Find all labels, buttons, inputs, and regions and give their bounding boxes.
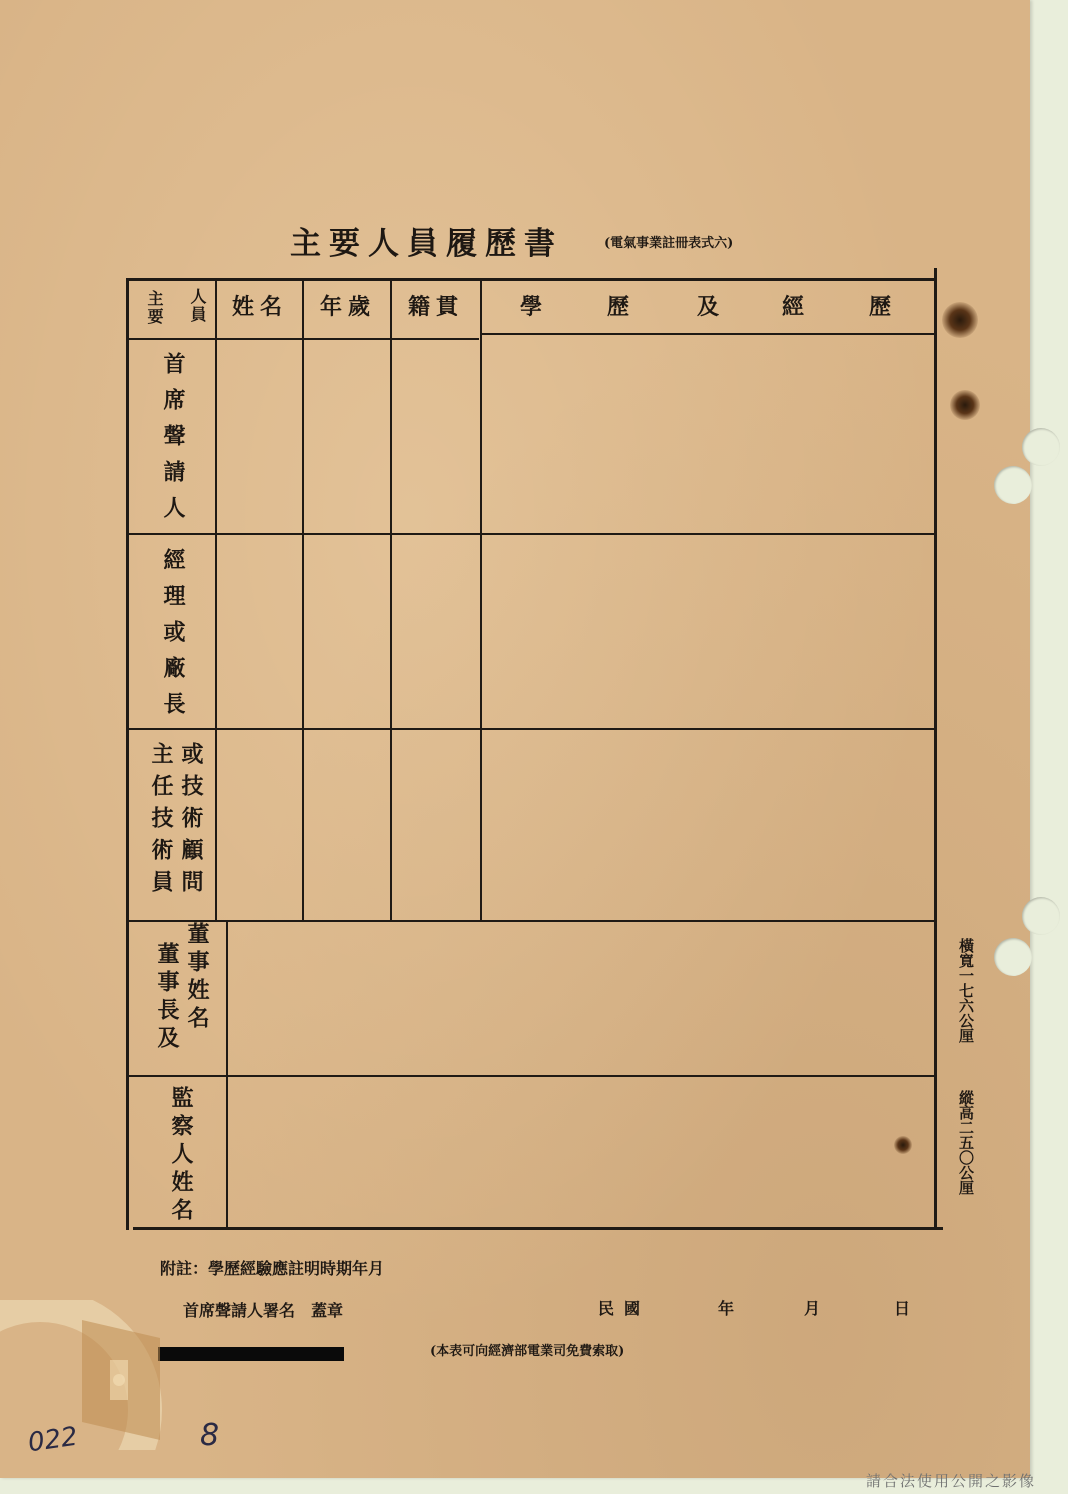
- header-name: 姓名: [232, 294, 289, 320]
- stain-mark: [950, 390, 980, 420]
- side-note-width: 橫寬一七六公厘: [957, 938, 975, 1043]
- header-edu-5: 歷: [869, 294, 892, 320]
- row-label-directors: 董事姓名: [184, 922, 210, 1034]
- row-label-manager: 經理或廠長: [160, 548, 186, 728]
- handwritten-mark: 8: [200, 1418, 220, 1453]
- row-label-supervisors: 監察人姓名: [168, 1086, 194, 1226]
- form-title: 主要人員履歷書: [290, 226, 563, 262]
- date-year: 年: [718, 1299, 735, 1318]
- row-label-tech-advisor: 或技術顧問: [178, 742, 204, 902]
- date-month: 月: [804, 1299, 821, 1318]
- binder-hole: [994, 938, 1032, 976]
- binder-hole: [1022, 897, 1060, 935]
- footer-note: 附註：學歷經驗應註明時期年月: [160, 1259, 385, 1278]
- stain-mark: [894, 1136, 912, 1154]
- side-note-height: 縱高二五〇公厘: [957, 1090, 975, 1195]
- stain-mark: [942, 302, 978, 338]
- row-label-chairman: 董事長及: [154, 942, 180, 1054]
- signature-line: 首席聲請人署名 蓋章: [183, 1301, 344, 1320]
- header-edu-4: 經: [782, 294, 805, 320]
- binder-hole: [1022, 428, 1060, 466]
- binder-hole: [994, 466, 1032, 504]
- handwritten-page-number: 022: [26, 1421, 80, 1459]
- header-edu-3: 及: [697, 294, 720, 320]
- header-edu-2: 歷: [607, 294, 630, 320]
- availability-note: (本表可向經濟部電業司免費索取): [430, 1344, 625, 1359]
- header-native-place: 籍貫: [408, 294, 465, 320]
- row-label-chief-applicant: 首席聲請人: [160, 352, 186, 532]
- corner-header-left: 主要: [145, 290, 164, 326]
- corner-header-right: 人員: [188, 288, 207, 324]
- form-code: (電氣事業註冊表式六): [604, 236, 734, 251]
- usage-watermark: 請合法使用公開之影像: [866, 1472, 1037, 1490]
- header-age: 年歲: [320, 294, 377, 320]
- header-edu-1: 學: [520, 294, 543, 320]
- row-label-technician: 主任技術員: [148, 742, 174, 902]
- date-day: 日: [894, 1299, 911, 1318]
- date-prefix: 民國: [598, 1299, 651, 1318]
